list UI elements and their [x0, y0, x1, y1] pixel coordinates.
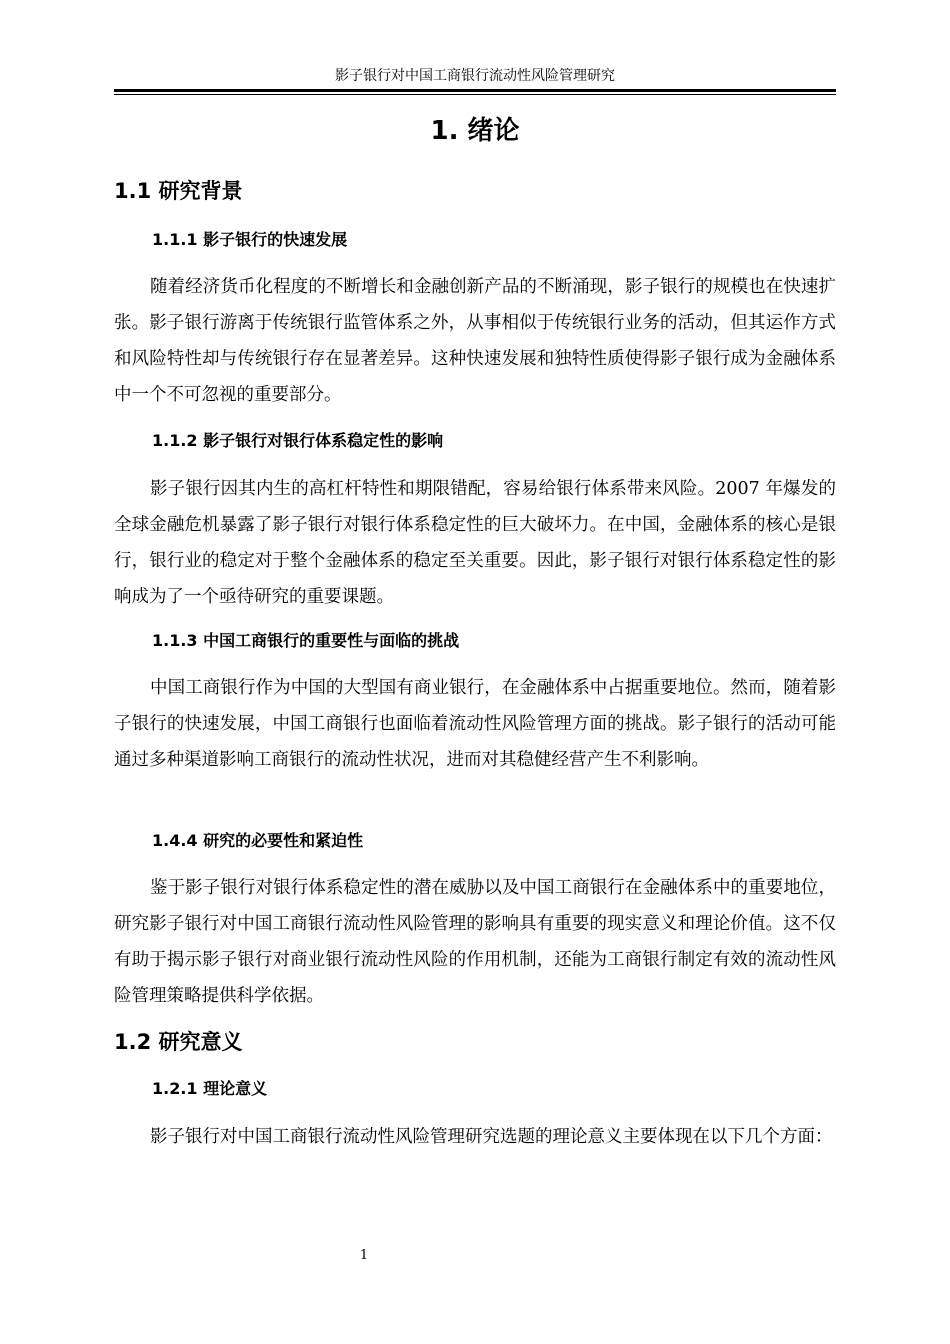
subsection-heading-1-1-1: 1.1.1 影子银行的快速发展	[152, 230, 348, 249]
paragraph-1-1-2: 影子银行因其内生的高杠杆特性和期限错配，容易给银行体系带来风险。2007 年爆发的全球金融危机暴露了影子银行对银行体系稳定性的巨大破坏力。在中国，金融体系的核心是银行，银行业的稳定对于整个金融体系的稳定至关重要。因此，影子银行对银行体系稳定性的影响成为了一个亟待研究的重要课题。	[114, 479, 836, 607]
paragraph-1-1-1: 随着经济货币化程度的不断增长和金融创新产品的不断涌现，影子银行的规模也在快速扩张。影子银行游离于传统银行监管体系之外，从事相似于传统银行业务的活动，但其运作方式和风险特性却与传统银行存在显著差异。这种快速发展和独特性质使得影子银行成为金融体系中一个不可忽视的重要部分。	[114, 277, 836, 405]
subsection-heading-1-4-4: 1.4.4 研究的必要性和紧迫性	[152, 831, 364, 850]
page-number: 1	[359, 1248, 369, 1263]
subsection-heading-1-1-2: 1.1.2 影子银行对银行体系稳定性的影响	[152, 431, 444, 450]
section-heading-1-2: 1.2 研究意义	[114, 1030, 243, 1054]
header-rule-thin	[114, 94, 836, 95]
paragraph-1-4-4: 鉴于影子银行对银行体系稳定性的潜在威胁以及中国工商银行在金融体系中的重要地位，研究影子银行对中国工商银行流动性风险管理的影响具有重要的现实意义和理论价值。这不仅有助于揭示影子银行对商业银行流动性风险的作用机制，还能为工商银行制定有效的流动性风险管理策略提供科学依据。	[114, 878, 836, 1006]
subsection-heading-1-1-3: 1.1.3 中国工商银行的重要性与面临的挑战	[152, 631, 460, 650]
header-rule-thick	[114, 89, 836, 92]
paragraph-1-1-3: 中国工商银行作为中国的大型国有商业银行，在金融体系中占据重要地位。然而，随着影子银行的快速发展，中国工商银行也面临着流动性风险管理方面的挑战。影子银行的活动可能通过多种渠道影响工商银行的流动性状况，进而对其稳健经营产生不利影响。	[114, 678, 836, 770]
section-heading-1-1: 1.1 研究背景	[114, 179, 243, 203]
chapter-title: 1. 绪论	[430, 116, 520, 146]
paragraph-1-2-1: 影子银行对中国工商银行流动性风险管理研究选题的理论意义主要体现在以下几个方面：	[150, 1127, 833, 1147]
subsection-heading-1-2-1: 1.2.1 理论意义	[152, 1079, 268, 1098]
running-header: 影子银行对中国工商银行流动性风险管理研究	[335, 68, 615, 84]
